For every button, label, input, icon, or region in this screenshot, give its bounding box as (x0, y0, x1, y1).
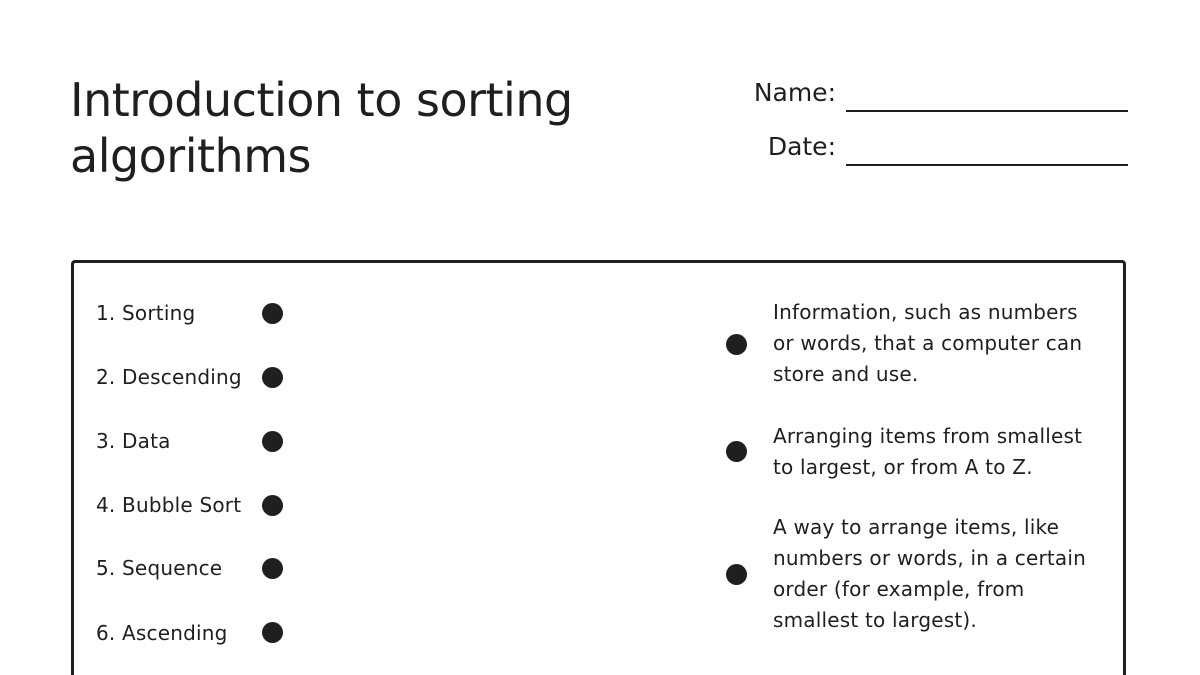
term-descending: 2. Descending (96, 365, 242, 389)
definition-sorting: A way to arrange items, like numbers or words, in a certain order (for example, from smallest to largest). (773, 515, 1087, 632)
term-dot-6[interactable] (262, 622, 283, 643)
definition-data: Information, such as numbers or words, that a computer can store and use. (773, 300, 1083, 386)
name-label: Name: (753, 78, 836, 107)
term-sequence: 5. Sequence (96, 556, 223, 580)
term-bubble-sort: 4. Bubble Sort (96, 493, 242, 517)
term-ascending: 6. Ascending (96, 621, 228, 645)
definition-dot-2[interactable] (726, 441, 747, 462)
definition-dot-3[interactable] (726, 564, 747, 585)
term-dot-5[interactable] (262, 558, 283, 579)
term-data: 3. Data (96, 429, 171, 453)
term-dot-3[interactable] (262, 431, 283, 452)
date-blank-line (846, 164, 1128, 166)
definition-ascending: Arranging items from smallest to largest, or from A to Z. (773, 424, 1083, 479)
name-field (740, 78, 1128, 108)
name-blank-line (846, 110, 1128, 112)
date-label: Date: (767, 132, 836, 161)
term-dot-2[interactable] (262, 367, 283, 388)
term-dot-4[interactable] (262, 495, 283, 516)
term-dot-1[interactable] (262, 303, 283, 324)
term-sorting: 1. Sorting (96, 301, 196, 325)
date-field (740, 132, 1128, 162)
definition-dot-1[interactable] (726, 334, 747, 355)
worksheet-title: Introduction to sorting algorithms (70, 73, 573, 183)
